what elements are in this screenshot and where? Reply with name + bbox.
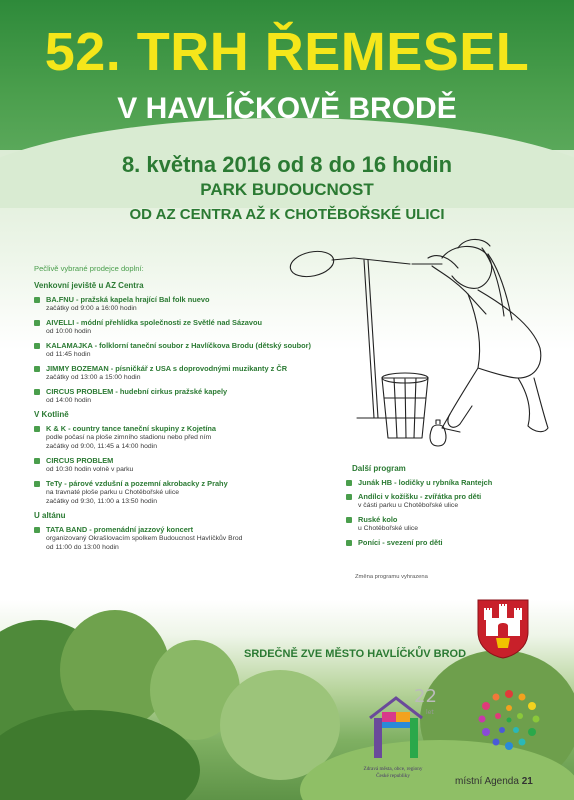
item-title: TATA BAND - promenádní jazzový koncert xyxy=(46,525,194,534)
item-note: od 11:00 do 13:00 hodin xyxy=(46,544,119,551)
item-title: CIRCUS PROBLEM xyxy=(46,456,114,465)
logo-number: 22 xyxy=(414,688,437,707)
list-item xyxy=(28,318,338,336)
page-subtitle: V HAVLÍČKOVĚ BRODĚ xyxy=(117,92,457,125)
item-title: AIVELLI - módní přehlídka společnosti ze Světlé nad Sázavou xyxy=(46,318,263,327)
item-title: Ruské kolo xyxy=(358,515,398,524)
program-footnote: Změna programu vyhrazena xyxy=(355,574,428,580)
item-title: K & K - country tance taneční skupiny z Kojetína xyxy=(46,424,217,433)
item-title: TeTy - párové vzdušní a pozemní akrobacky z Prahy xyxy=(46,479,228,488)
item-title: CIRCUS PROBLEM - hudební cirkus pražské kapely xyxy=(46,387,228,396)
item-note: od 10:30 hodin volně v parku xyxy=(46,466,134,473)
page-title: 52. TRH ŘEMESEL xyxy=(44,22,530,82)
list-item xyxy=(28,387,338,405)
list-item xyxy=(28,424,338,451)
event-date: 8. května 2016 od 8 do 16 hodin xyxy=(121,152,453,177)
invite-text: SRDEČNĚ ZVE MĚSTO HAVLÍČKŮV BROD xyxy=(244,648,467,660)
list-item xyxy=(340,538,530,547)
item-title: Poníci - svezení pro děti xyxy=(358,538,443,547)
item-title: JIMMY BOZEMAN - písničkář z USA s doprovodnými muzikanty z ČR xyxy=(46,364,288,373)
program-list xyxy=(28,264,338,557)
item-note: začátky od 9:00 a 16:00 hodin xyxy=(46,305,137,312)
logo-line1: Zdravá města, obce, regiony xyxy=(363,766,423,772)
list-item xyxy=(28,295,338,313)
item-note: začátky od 9:30, 11:00 a 13:50 hodin xyxy=(46,498,157,505)
event-route: OD AZ CENTRA AŽ K CHOTĚBOŘSKÉ ULICI xyxy=(129,206,445,223)
item-note: od 11:45 hodin xyxy=(46,351,91,358)
list-item xyxy=(28,479,338,506)
item-note: v části parku u Chotěbořské ulice xyxy=(358,502,459,509)
logo-suffix: let xyxy=(426,709,434,716)
section-title: Další program xyxy=(352,464,406,473)
item-title: Junák HB - lodičky u rybníka Rantejch xyxy=(358,478,493,487)
program-intro: Pečlivě vybrané prodejce doplní: xyxy=(34,264,144,273)
item-note: podle počasí na ploše zimního stadionu nebo před ním xyxy=(46,434,212,441)
item-title: KALAMAJKA - folklorní taneční soubor z Havlíčkova Brodu (dětský soubor) xyxy=(46,341,311,350)
event-place: PARK BUDOUCNOST xyxy=(200,180,374,199)
item-note: organizovaný Okrašlovacím spolkem Budoucnost Havlíčkův Brod xyxy=(46,535,243,542)
item-note: na travnaté ploše parku u Chotěbořské ulice xyxy=(46,489,179,496)
agenda-prefix: místní Agenda xyxy=(455,776,522,787)
item-note: začátky od 9:00, 11:45 a 14:00 hodin xyxy=(46,443,157,450)
city-crest-logo xyxy=(474,596,532,660)
list-item xyxy=(340,478,530,487)
section-title: U altánu xyxy=(34,511,66,520)
healthy-cities-logo xyxy=(354,688,444,768)
extra-program xyxy=(340,460,530,552)
item-note: začátky od 13:00 a 15:00 hodin xyxy=(46,374,141,381)
item-title: BA.FNU - pražská kapela hrající Bal folk nuevo xyxy=(46,295,210,304)
list-item xyxy=(28,456,338,474)
agenda21-text xyxy=(455,776,533,787)
agenda-number: 21 xyxy=(521,776,533,787)
section-title: Venkovní jeviště u AZ Centra xyxy=(34,281,144,290)
list-item xyxy=(28,525,338,552)
item-note: u Chotěbořské ulice xyxy=(358,525,419,532)
list-item xyxy=(28,364,338,382)
list-item xyxy=(340,515,530,533)
logo-line2: České republiky xyxy=(376,773,410,779)
list-item xyxy=(340,492,530,510)
item-note: od 14:00 hodin xyxy=(46,397,91,404)
agenda21-logo xyxy=(474,686,544,756)
list-item xyxy=(28,341,338,359)
section-title: V Kotlině xyxy=(34,410,69,419)
healthy-cities-text xyxy=(328,766,458,780)
item-title: Andílci v kožíšku - zvířátka pro děti xyxy=(358,492,482,501)
item-note: od 10:00 hodin xyxy=(46,328,91,335)
